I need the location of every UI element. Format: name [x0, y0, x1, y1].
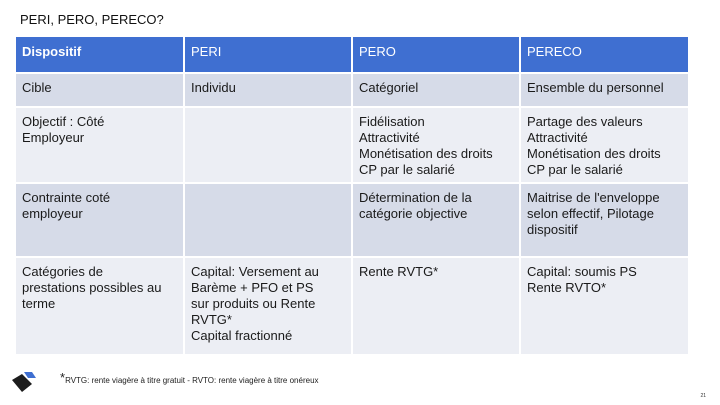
- cell-text-line: Employeur: [22, 130, 85, 145]
- header-cell-pereco: PERECO: [521, 37, 688, 72]
- table-cell-dispositif: [16, 108, 183, 182]
- table-row: [16, 74, 688, 106]
- table-cell-pero: [353, 258, 519, 354]
- table-cell-peri: [185, 108, 351, 182]
- cell-text-line: Contrainte coté: [22, 190, 111, 205]
- header-cell-pero: PERO: [353, 37, 519, 72]
- cell-text-line: Capital: Versement au: [191, 264, 319, 279]
- table-cell-pero: [353, 108, 519, 182]
- table-cell-pereco: [521, 74, 688, 106]
- cell-text-line: Détermination de la: [359, 190, 472, 205]
- cell-text-line: Capital fractionné: [191, 328, 293, 343]
- header-cell-dispositif: Dispositif: [16, 37, 183, 72]
- cell-text-line: RVTG*: [191, 312, 232, 327]
- table-body: [16, 74, 688, 354]
- cell-text-line: Catégoriel: [359, 80, 419, 95]
- comparison-table: [14, 35, 690, 356]
- table-row: [16, 258, 688, 354]
- footnote-star: *: [60, 370, 66, 385]
- cell-text-line: Capital: soumis PS: [527, 264, 637, 279]
- table-cell-peri: [185, 74, 351, 106]
- table-cell-dispositif: [16, 74, 183, 106]
- cell-text-line: Barème + PFO et PS: [191, 280, 314, 295]
- cell-text-line: CP par le salarié: [359, 162, 455, 177]
- cell-text-line: Rente RVTO*: [527, 280, 607, 295]
- table-row: [16, 108, 688, 182]
- cell-text-line: Monétisation des droits: [527, 146, 661, 161]
- cell-text-line: catégorie objective: [359, 206, 468, 221]
- cell-text-line: Partage des valeurs: [527, 114, 643, 129]
- cell-text-line: sur produits ou Rente: [191, 296, 316, 311]
- cell-text-line: Attractivité: [359, 130, 420, 145]
- slide-title: PERI, PERO, PERECO?: [20, 12, 164, 27]
- table-row: [16, 184, 688, 256]
- table-cell-dispositif: [16, 258, 183, 354]
- cell-text-line: CP par le salarié: [527, 162, 623, 177]
- table-cell-peri: [185, 258, 351, 354]
- table-cell-peri: [185, 184, 351, 256]
- cell-text-line: dispositif: [527, 222, 578, 237]
- cell-text-line: Maitrise de l'enveloppe: [527, 190, 660, 205]
- cell-text-line: Attractivité: [527, 130, 588, 145]
- table-cell-pereco: [521, 184, 688, 256]
- table-cell-pero: [353, 74, 519, 106]
- cell-text-line: prestations possibles au: [22, 280, 162, 295]
- cell-text-line: terme: [22, 296, 56, 311]
- footnote-text: RVTG: rente viagère à titre gratuit - RVTO: rente viagère à titre onéreux: [65, 376, 319, 385]
- cell-text-line: selon effectif, Pilotage: [527, 206, 654, 221]
- cell-text-line: Catégories de: [22, 264, 103, 279]
- cell-text-line: Rente RVTG*: [359, 264, 439, 279]
- header-cell-peri: PERI: [185, 37, 351, 72]
- cell-text-line: Ensemble du personnel: [527, 80, 664, 95]
- table-cell-pero: [353, 184, 519, 256]
- cell-text-line: employeur: [22, 206, 83, 221]
- table-cell-pereco: [521, 258, 688, 354]
- footnote: [60, 370, 319, 385]
- page-number: 21: [700, 393, 706, 399]
- cell-text-line: Fidélisation: [359, 114, 425, 129]
- cell-text-line: Individu: [191, 80, 236, 95]
- brand-logo-icon: [10, 370, 38, 394]
- cell-text-line: Objectif : Côté: [22, 114, 105, 129]
- table-cell-pereco: [521, 108, 688, 182]
- table-cell-dispositif: [16, 184, 183, 256]
- cell-text-line: Monétisation des droits: [359, 146, 493, 161]
- logo-accent-shape: [24, 372, 36, 378]
- table-header-row: [16, 37, 688, 72]
- cell-text-line: Cible: [22, 80, 52, 95]
